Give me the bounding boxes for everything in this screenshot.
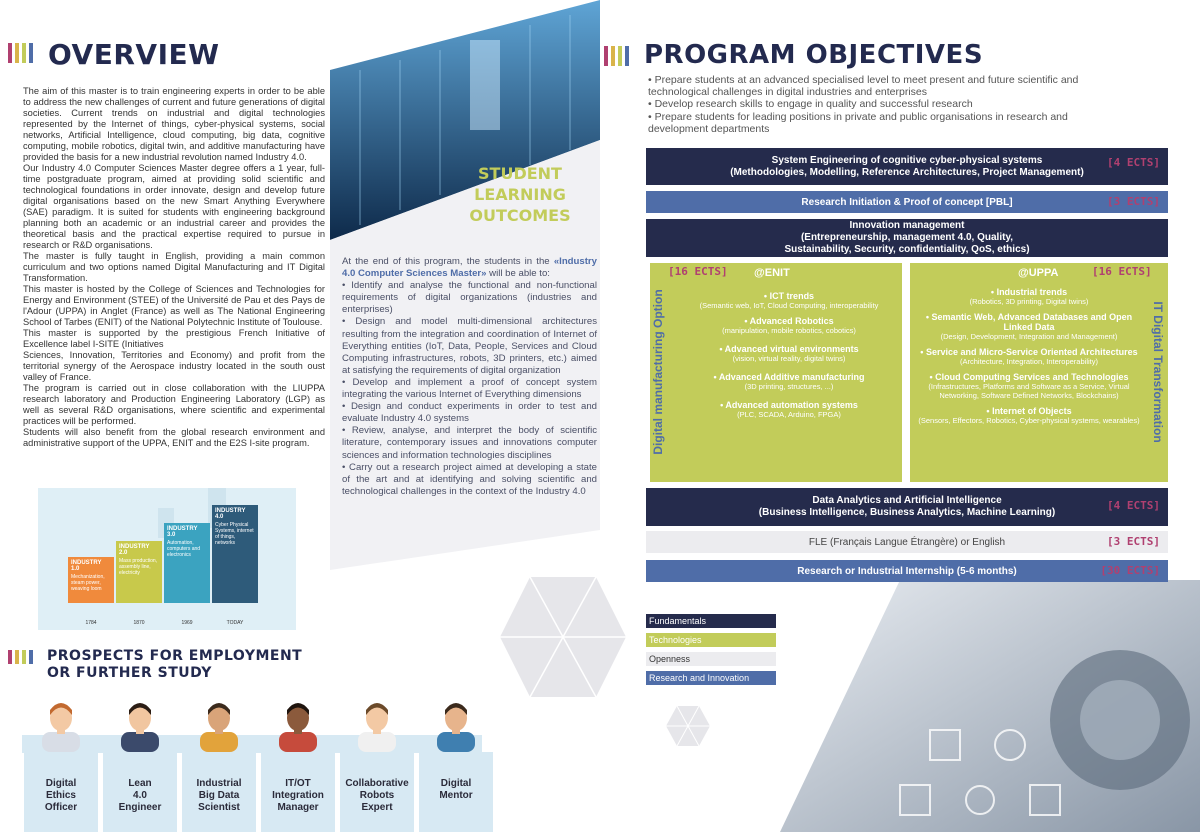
hexagon-decoration-large xyxy=(498,575,628,705)
job-title-line: Digital xyxy=(440,778,472,789)
item-title: • Advanced virtual environments xyxy=(680,344,898,354)
uppa-item xyxy=(914,312,1144,341)
uppa-item xyxy=(914,406,1144,425)
ects-badge: [3 ECTS] xyxy=(1107,535,1160,548)
item-desc: (Architecture, Integration, Interoperability) xyxy=(960,357,1098,366)
item-title: • ICT trends xyxy=(680,291,898,301)
person-avatar-icon xyxy=(352,698,402,752)
industry-step-label: INDUSTRY 3.0 xyxy=(167,526,198,538)
prospects-title-line: PROSPECTS FOR EMPLOYMENT xyxy=(47,648,303,664)
item-desc: (PLC, SCADA, Arduino, FPGA) xyxy=(737,410,841,419)
hexagon-large-shape xyxy=(498,575,628,700)
module-research-initiation xyxy=(646,191,1168,213)
job-title-line: Integration xyxy=(272,790,324,801)
enit-ects: [16 ECTS] xyxy=(668,265,728,278)
item-title: • Semantic Web, Advanced Databases and Open Linked Data xyxy=(914,312,1144,332)
slo-title-line: STUDENT xyxy=(478,164,562,183)
person-avatar-icon xyxy=(273,698,323,752)
module-internship xyxy=(646,560,1168,582)
job-card xyxy=(340,752,414,832)
legend-technologies: Technologies xyxy=(646,633,776,647)
item-title: • Cloud Computing Services and Technologies xyxy=(914,372,1144,382)
person-avatar-icon xyxy=(36,698,86,752)
industry-step-label: INDUSTRY 1.0 xyxy=(71,560,102,572)
job-card xyxy=(182,752,256,832)
objectives-stripes xyxy=(604,46,629,66)
enit-at: @ENIT xyxy=(754,267,790,279)
job-card xyxy=(103,752,177,832)
overview-text: The aim of this master is to train engineering experts in order to be able to address the new challenges of current and future generations of digital societies. Current trends on industrial and digital technologies represented by the Internet of things, cyber-physical systems, social networks, Artificial Intelligence, cloud computing, big data, cognitive computing, mobile robotics, digital twin, and additive manufacturing have provided the basis for a new industrial revolution named Industry 4.0. Our Industry 4.0 Computer Sciences Master degree offers a 1 year, full-time postgraduate program, aimed at providing solid scientific and technological foundations in order innovate, design and develop future digital organisations based on the new Smart Anything Everywhere (SAE) paradigm. It is suited for students with engineering background planning both an academic or an industrial career and provides the theoretical basis and the practical expertise required to pursue in research or R&D organisations. The master is fully taught in English, providing a main common curriculum and two options named Digital Manufacturing and IT Digital Transformation. This master is hosted by the College of Sciences and Technologies for Energy and Environment (STEE) of the Université de Pau et des Pays de l'Adour (UPPA) in Anglet (France) as well as The National Engineering School of Tarbes (ENIT) of the National Polytechnic Institute of Toulouse. This master is supported by the prestigious French Initiative of Excellence label I-SITE (Initiatives Sciences, Innovation, Territories and Economy) and profit from the territorial synergy of the Aerospace industry located in the south oust valley of France. The program is carried out in close collaboration with the LIUPPA research laboratory and Production Engineering Laboratory (LGP) as well as several R&D organisations, where scientific and experimental practices will be performed. Students will also benefit from the global research environment and administrative support of the UPPA, ENIT and the E2S I-site program. xyxy=(23,86,325,448)
job-title-line: 4.0 xyxy=(133,790,147,801)
module-title: Research Initiation & Proof of concept [PBL] xyxy=(801,196,1013,208)
prospects-stripes xyxy=(8,650,33,664)
industry-step-desc: Mechanization, steam power, weaving loom xyxy=(71,574,105,592)
job-title-line: Digital xyxy=(45,778,77,789)
industry-step-label: INDUSTRY 2.0 xyxy=(119,544,150,556)
item-desc: (vision, virtual reality, digital twins) xyxy=(732,354,846,363)
module-title: System Engineering of cognitive cyber-physical systems xyxy=(771,154,1043,166)
prospects-title-line: OR FURTHER STUDY xyxy=(47,665,212,681)
industry-step-block xyxy=(116,541,162,603)
job-title-line: Officer xyxy=(44,802,78,813)
item-desc: (Robotics, 3D printing, Digital twins) xyxy=(969,297,1089,306)
industry-step-year: 1969 xyxy=(181,620,193,626)
job-title-line: Industrial xyxy=(196,778,242,789)
uppa-item xyxy=(914,372,1144,400)
job-title-line: IT/OT xyxy=(285,778,311,789)
item-title: • Advanced automation systems xyxy=(680,400,898,410)
job-title-line: Lean xyxy=(128,778,152,789)
slo-item: • Carry out a research project aimed at developing a state of the art and at identifying and solving scientific and technological challenges in the context of the Industry 4.0 xyxy=(342,461,597,497)
module-subtitle: (Methodologies, Modelling, Reference Architectures, Project Management) xyxy=(730,166,1084,178)
job-card xyxy=(261,752,335,832)
overview-title: OVERVIEW xyxy=(48,38,220,71)
objectives-list xyxy=(648,74,1098,135)
item-desc: (Infrastructures, Platforms and Software as a Service, Virtual Networking, Software Defined Networks, Blockchains) xyxy=(928,382,1130,400)
objectives-title: PROGRAM OBJECTIVES xyxy=(644,40,984,70)
job-title-line: Robots xyxy=(359,790,395,801)
module-subtitle: (Business Intelligence, Business Analytics, Machine Learning) xyxy=(758,507,1056,518)
objective-item: • Develop research skills to engage in quality and successful research xyxy=(648,98,973,111)
enit-item xyxy=(680,372,898,391)
enit-item xyxy=(680,316,898,335)
item-title: • Service and Micro-Service Oriented Architectures xyxy=(914,347,1144,357)
item-title: • Advanced Additive manufacturing xyxy=(680,372,898,382)
item-desc: (Semantic web, IoT, Cloud Computing, interoperability xyxy=(699,301,879,310)
slo-intro-end: will be able to: xyxy=(486,268,550,280)
objective-item: • Prepare students for leading positions in private and public organisations in research and development departments xyxy=(648,110,1068,135)
module-title: Research or Industrial Internship (5-6 months) xyxy=(797,565,1017,577)
module-title: FLE (Français Langue Étrangère) or English xyxy=(808,536,1006,548)
slo-item: • Design and conduct experiments in order to test and evaluate Industry 4.0 systems xyxy=(342,401,597,425)
job-card xyxy=(419,752,493,832)
item-desc: (manipulation, mobile robotics, cobotics) xyxy=(722,326,856,335)
module-subtitle: (Entrepreneurship, management 4.0, Quality, xyxy=(800,232,1014,243)
slo-title xyxy=(460,163,580,226)
job-title-line: Scientist xyxy=(198,802,240,813)
module-fle xyxy=(646,531,1168,553)
module-subtitle: Sustainability, Security, confidentiality, QoS, ethics) xyxy=(784,244,1030,255)
enit-item xyxy=(680,400,898,419)
industry-step-year: 1870 xyxy=(133,620,145,626)
overview-stripes xyxy=(8,43,33,63)
hexagon-decoration-small xyxy=(665,705,711,752)
enit-items xyxy=(680,291,898,419)
industry-steps xyxy=(38,488,296,630)
slo-intro: At the end of this program, the students in the xyxy=(342,256,554,267)
ects-badge: [30 ECTS] xyxy=(1100,564,1160,577)
industry-step-desc: Automation, computers and electronics xyxy=(167,540,201,558)
enit-item xyxy=(680,344,898,363)
option-uppa-panel xyxy=(910,263,1168,482)
person-avatar-icon xyxy=(194,698,244,752)
option-enit-panel xyxy=(650,263,902,482)
industry-step-label: INDUSTRY 4.0 xyxy=(215,508,246,520)
industry-step-desc: Mass production, assembly line, electricity xyxy=(119,558,158,576)
job-title-line: Big Data xyxy=(198,790,240,801)
uppa-at: @UPPA xyxy=(1018,267,1059,279)
item-desc: (Sensors, Effectors, Robotics, Cyber-physical systems, wearables) xyxy=(918,416,1140,425)
slo-item: • Develop and implement a proof of concept system integrating the various Internet of Everything dimensions xyxy=(342,376,597,401)
item-title: • Industrial trends xyxy=(914,287,1144,297)
legend-research: Research and Innovation xyxy=(646,671,776,685)
item-desc: (3D printing, structures, ...) xyxy=(744,382,834,391)
job-title-line: Ethics xyxy=(45,790,76,801)
enit-side-label: Digital manufacturing Option xyxy=(651,289,665,455)
ects-badge: [4 ECTS] xyxy=(1107,499,1160,512)
industry-step-block xyxy=(212,505,258,603)
hexagon-small-shape xyxy=(665,705,711,747)
job-title-line: Expert xyxy=(361,802,393,813)
slo-master-name: «Industry 4.0 Computer Sciences Master» xyxy=(342,256,597,280)
industry-step-block xyxy=(68,557,114,603)
module-innovation-management xyxy=(646,219,1168,257)
legend-openness: Openness xyxy=(646,652,776,666)
job-title-line: Mentor xyxy=(439,790,473,801)
slo-item: • Review, analyse, and interpret the body of scientific literature, contemporary issues and innovations computer sciences and information technologies disciplines xyxy=(342,425,597,461)
uppa-ects: [16 ECTS] xyxy=(1092,265,1152,278)
module-title: Data Analytics and Artificial Intelligence xyxy=(812,495,1002,506)
slo-title-line: OUTCOMES xyxy=(469,206,571,225)
module-title: Innovation management xyxy=(849,220,965,231)
person-avatar-icon xyxy=(115,698,165,752)
person-avatar-icon xyxy=(431,698,481,752)
uppa-item xyxy=(914,347,1144,366)
job-title-line: Collaborative xyxy=(345,778,409,789)
tech-background-graphic xyxy=(780,580,1200,832)
industry-step-year: TODAY xyxy=(226,620,244,626)
item-title: • Internet of Objects xyxy=(914,406,1144,416)
slo-item: • Design and model multi-dimensional architectures resulting from the integration and coordination of Internet of Everything entities (IoT, Data, People, Services and Cloud Computing infrastructures, robots, 3D printers, etc.) aimed at satisfying the requirements of digital organization xyxy=(342,316,597,376)
item-title: • Advanced Robotics xyxy=(680,316,898,326)
ects-badge: [4 ECTS] xyxy=(1107,156,1160,169)
slo-item: • Identify and analyse the functional and non-functional requirements of digital organizations (industries and enterprises) xyxy=(342,280,597,316)
job-title-line: Engineer xyxy=(118,802,162,813)
uppa-item xyxy=(914,287,1144,306)
prospects-band xyxy=(22,735,482,753)
module-system-engineering xyxy=(646,148,1168,185)
legend-fundamentals: Fundamentals xyxy=(646,614,776,628)
item-desc: (Design, Development, Integration and Management) xyxy=(940,332,1118,341)
enit-item xyxy=(680,291,898,310)
uppa-items xyxy=(914,287,1144,425)
slo-text xyxy=(342,256,597,498)
prospects-title xyxy=(47,648,302,682)
ects-badge: [3 ECTS] xyxy=(1107,195,1160,208)
job-card xyxy=(24,752,98,832)
job-title-line: Manager xyxy=(277,802,319,813)
industry-step-block xyxy=(164,523,210,603)
objective-item: • Prepare students at an advanced specialised level to meet present and future scientific and technological challenges in digital industries and enterprises xyxy=(648,74,1079,99)
uppa-side-label: IT Digital Transformation xyxy=(1151,301,1165,443)
industry-step-year: 1784 xyxy=(85,620,97,626)
industry-step-desc: Cyber Physical Systems, internet of things, networks xyxy=(215,522,254,546)
tech-background-image xyxy=(780,580,1200,832)
module-data-analytics xyxy=(646,488,1168,526)
slo-title-line: LEARNING xyxy=(474,185,566,204)
